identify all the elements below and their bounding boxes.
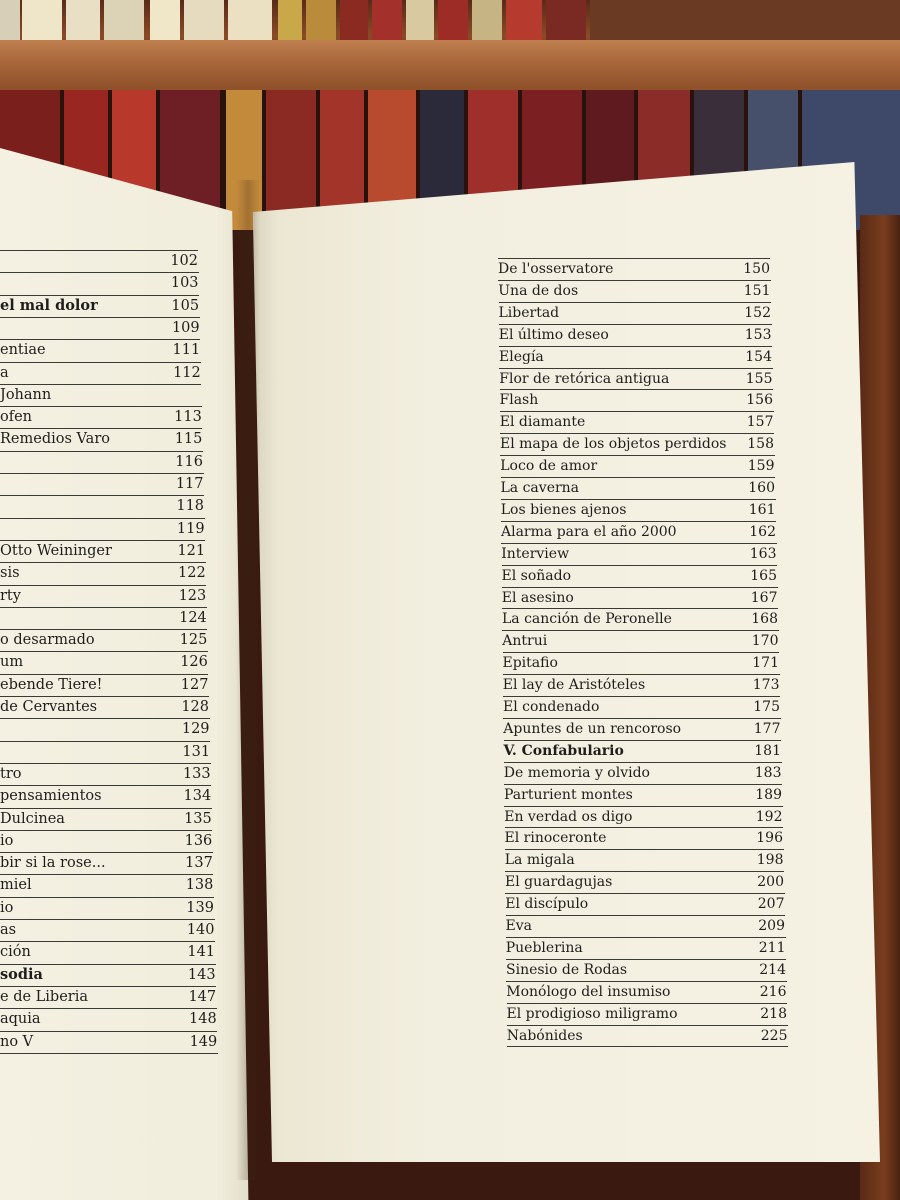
toc-entry-title: miel <box>0 877 32 894</box>
toc-entry <box>499 346 772 369</box>
toc-entry-page-number: 225 <box>760 1027 788 1044</box>
toc-entry-page-number: 216 <box>759 983 787 1000</box>
toc-entry-page-number: 112 <box>173 364 201 381</box>
toc-entry-page-number: 122 <box>178 565 206 582</box>
toc-entry-title: sodia <box>0 965 43 983</box>
toc-entry <box>505 893 784 916</box>
toc-entry-page-number: 103 <box>170 275 199 292</box>
toc-entry <box>501 543 776 566</box>
toc-entry-title: Eva <box>505 918 532 934</box>
toc-entry-page-number: 116 <box>175 453 203 470</box>
toc-entry-page-number: 218 <box>760 1005 787 1022</box>
toc-entry-title: io <box>0 899 14 916</box>
toc-entry <box>498 258 770 281</box>
toc-entry-title: Una de dos <box>498 282 579 299</box>
toc-entry-page-number: 211 <box>758 939 786 956</box>
toc-entry-page-number: 117 <box>175 476 204 492</box>
toc-entry-title: V. Confabulario <box>503 742 624 759</box>
toc-entry-page-number: 207 <box>757 896 785 913</box>
toc-entry-page-number: 170 <box>751 633 779 650</box>
toc-entry-page-number: 136 <box>184 832 213 849</box>
toc-entry-page-number: 214 <box>759 961 786 978</box>
toc-entry <box>500 389 774 412</box>
toc-entry-page-number: 134 <box>183 788 212 805</box>
toc-entry-title: Flash <box>499 392 539 409</box>
toc-entry-title: Otto Weininger <box>0 542 112 559</box>
toc-entry-page-number: 118 <box>176 498 205 515</box>
toc-entry <box>506 959 786 982</box>
toc-entry-page-number: 153 <box>744 326 772 343</box>
toc-entry <box>499 302 772 325</box>
toc-entry-page-number: 123 <box>178 587 207 604</box>
toc-entry-page-number: 189 <box>755 786 782 803</box>
toc-entry-page-number: 151 <box>743 282 771 299</box>
toc-entry <box>507 1003 788 1026</box>
toc-entry-title: De l'osservatore <box>498 261 614 277</box>
toc-entry-page-number: 175 <box>753 699 780 715</box>
toc-entry-title: pensamientos <box>0 788 102 805</box>
toc-entry-title: as <box>0 922 17 938</box>
toc-entry <box>506 937 786 960</box>
toc-entry-title: Johann <box>0 386 52 403</box>
toc-entry-title: Nabónides <box>506 1027 583 1044</box>
toc-entry-title: Apuntes de un rencoroso <box>503 720 682 737</box>
toc-entry-title: Elegía <box>499 348 544 365</box>
toc-entry-title: ofen <box>0 409 33 426</box>
toc-entry-title: El guardagujas <box>505 874 613 891</box>
toc-entry-title: Pueblerina <box>505 939 583 956</box>
toc-entry <box>501 521 776 544</box>
toc-entry-page-number: 157 <box>746 414 774 431</box>
toc-entry-page-number: 155 <box>745 370 773 387</box>
toc-entry-page-number: 129 <box>181 721 210 738</box>
toc-entry <box>499 368 772 391</box>
toc-entry <box>499 324 772 347</box>
toc-entry-page-number: 154 <box>745 348 772 365</box>
toc-entry-page-number: 198 <box>756 852 784 869</box>
toc-entry-page-number: 127 <box>180 676 209 693</box>
toc-entry-page-number: 177 <box>753 720 781 737</box>
toc-entry-title: de Cervantes <box>0 699 98 715</box>
toc-entry-page-number: 167 <box>750 589 778 606</box>
toc-entry-page-number: 135 <box>184 810 212 827</box>
toc-entry-page-number: 152 <box>744 304 771 321</box>
toc-entry <box>502 608 778 631</box>
toc-entry-title: Dulcinea <box>0 810 65 827</box>
toc-entry-page-number: 137 <box>185 855 213 872</box>
toc-entry <box>503 718 780 741</box>
toc-entry-title: Libertad <box>498 304 560 321</box>
toc-entry <box>503 652 780 675</box>
toc-entry-title: El prodigioso miligramo <box>506 1005 678 1022</box>
toc-entry-title: sis <box>0 565 20 582</box>
toc-entry-title: Alarma para el año 2000 <box>501 523 677 540</box>
toc-entry <box>504 740 782 763</box>
toc-entry <box>500 411 774 434</box>
toc-entry-title: aquia <box>0 1011 41 1028</box>
toc-entry-title: tro <box>0 765 22 782</box>
toc-entry-title: El lay de Aristóteles <box>502 677 646 694</box>
toc-entry-title: Interview <box>501 545 570 562</box>
toc-entry-title: um <box>0 654 24 671</box>
toc-entry <box>505 849 784 872</box>
toc-entry-page-number: 138 <box>185 877 214 894</box>
toc-entry-title: no V <box>0 1033 34 1050</box>
toc-entry-page-number: 141 <box>187 944 216 961</box>
toc-entry-title: El condenado <box>503 699 600 715</box>
toc-entry <box>506 981 786 1004</box>
toc-entry <box>502 587 778 610</box>
toc-entry-page-number: 161 <box>748 501 776 518</box>
toc-entry-title: Parturient montes <box>504 786 633 803</box>
toc-entry-title: Flor de retórica antigua <box>499 370 670 387</box>
toc-entry-title: Sinesio de Rodas <box>506 961 628 978</box>
toc-entry-page-number: 119 <box>176 520 205 537</box>
toc-entry-title: El último deseo <box>498 326 609 343</box>
toc-entry <box>501 477 776 500</box>
toc-entry-page-number: 163 <box>749 545 777 562</box>
toc-entry <box>507 1025 788 1048</box>
toc-entry-page-number: 140 <box>186 922 215 938</box>
toc-entry-title: La caverna <box>500 480 580 496</box>
toc-entry-page-number: 165 <box>750 567 777 584</box>
toc-entry-title: entiae <box>0 342 46 359</box>
toc-entry-title: rty <box>0 587 21 604</box>
toc-entry-page-number: 159 <box>747 458 775 475</box>
toc-entry-page-number: 209 <box>758 918 785 934</box>
toc-entry <box>500 433 774 456</box>
toc-entry <box>505 871 784 894</box>
toc-entry-page-number: 105 <box>171 297 200 314</box>
toc-entry-page-number: 196 <box>756 830 783 847</box>
toc-entry-page-number: 115 <box>174 431 203 448</box>
toc-entry-page-number: 183 <box>754 764 782 781</box>
toc-entry-page-number: 158 <box>747 436 774 453</box>
toc-entry-title: el mal dolor <box>0 296 98 314</box>
toc-entry-title: ción <box>0 944 31 961</box>
toc-entry-page-number: 173 <box>752 677 780 694</box>
toc-entry-title: Loco de amor <box>500 458 598 475</box>
toc-entry-page-number: 168 <box>751 611 778 628</box>
toc-entry-page-number: 148 <box>189 1011 217 1028</box>
toc-entry-page-number: 149 <box>189 1033 218 1050</box>
toc-entry-title: El discípulo <box>505 896 589 913</box>
toc-entry-page-number: 125 <box>179 632 208 649</box>
toc-entry-title: Monólogo del insumiso <box>506 983 671 1000</box>
toc-entry-page-number: 128 <box>181 699 209 715</box>
toc-entry-page-number: 200 <box>757 874 784 891</box>
toc-entry-title: El diamante <box>499 414 586 431</box>
toc-entry-page-number: 111 <box>172 342 201 359</box>
toc-entry-page-number: 109 <box>171 319 200 336</box>
toc-entry-title: o desarmado <box>0 632 95 649</box>
toc-entry <box>503 674 780 697</box>
toc-rule <box>507 1046 788 1047</box>
toc-entry <box>506 915 786 938</box>
toc-entry-title: En verdad os digo <box>504 808 633 825</box>
toc-entry-page-number: 192 <box>755 808 783 825</box>
toc-entry-title: El soñado <box>501 567 572 584</box>
toc-entry-page-number: 113 <box>174 409 202 426</box>
toc-entry-title: io <box>0 832 14 849</box>
toc-entry-page-number: 121 <box>177 542 206 559</box>
toc-entry-page-number: 162 <box>749 523 776 540</box>
toc-entry-title: El asesino <box>501 589 574 606</box>
toc-entry-page-number: 150 <box>743 261 770 277</box>
toc-entry <box>502 630 778 653</box>
toc-entry-page-number: 139 <box>186 899 214 916</box>
toc-entry-title: La migala <box>504 852 575 869</box>
toc-entry <box>503 696 780 719</box>
toc-entry-page-number: 156 <box>746 392 773 409</box>
toc-entry <box>504 784 782 807</box>
toc-entry-page-number: 126 <box>180 654 208 671</box>
toc-entry-title: e de Liberia <box>0 988 89 1005</box>
toc-entry-title: a <box>0 364 9 381</box>
toc-entry-page-number: 181 <box>754 742 781 759</box>
toc-entry-title: Epitafio <box>502 655 558 672</box>
toc-entry <box>505 827 784 850</box>
toc-entry-title: ebende Tiere! <box>0 676 103 693</box>
toc-entry-title: La canción de Peronelle <box>502 611 672 628</box>
toc-entry-page-number: 131 <box>182 743 211 760</box>
toc-entry-title: De memoria y olvido <box>503 764 650 781</box>
toc-entry-title: Antrui <box>502 633 548 650</box>
toc-entry-title: El mapa de los objetos perdidos <box>500 436 727 453</box>
toc-entry <box>504 762 782 785</box>
toc-entry <box>502 565 778 588</box>
toc-entry-page-number: 102 <box>170 253 198 269</box>
toc-entry-page-number: 133 <box>182 765 211 782</box>
toc-entry-page-number: 124 <box>179 609 207 626</box>
toc-entry <box>498 280 770 303</box>
toc-entry-page-number: 143 <box>187 966 216 983</box>
toc-entry <box>500 455 774 478</box>
toc-entry-title: Remedios Varo <box>0 431 110 448</box>
toc-entry-title: Los bienes ajenos <box>500 501 627 518</box>
toc-entry <box>504 806 782 829</box>
toc-entry-page-number: 171 <box>752 655 779 672</box>
toc-entry-title: El rinoceronte <box>504 830 607 847</box>
toc-entry <box>501 499 776 522</box>
toc-entry-page-number: 160 <box>748 480 775 496</box>
toc-entry-title: bir si la rose... <box>0 855 106 872</box>
toc-entry-page-number: 147 <box>188 988 217 1005</box>
